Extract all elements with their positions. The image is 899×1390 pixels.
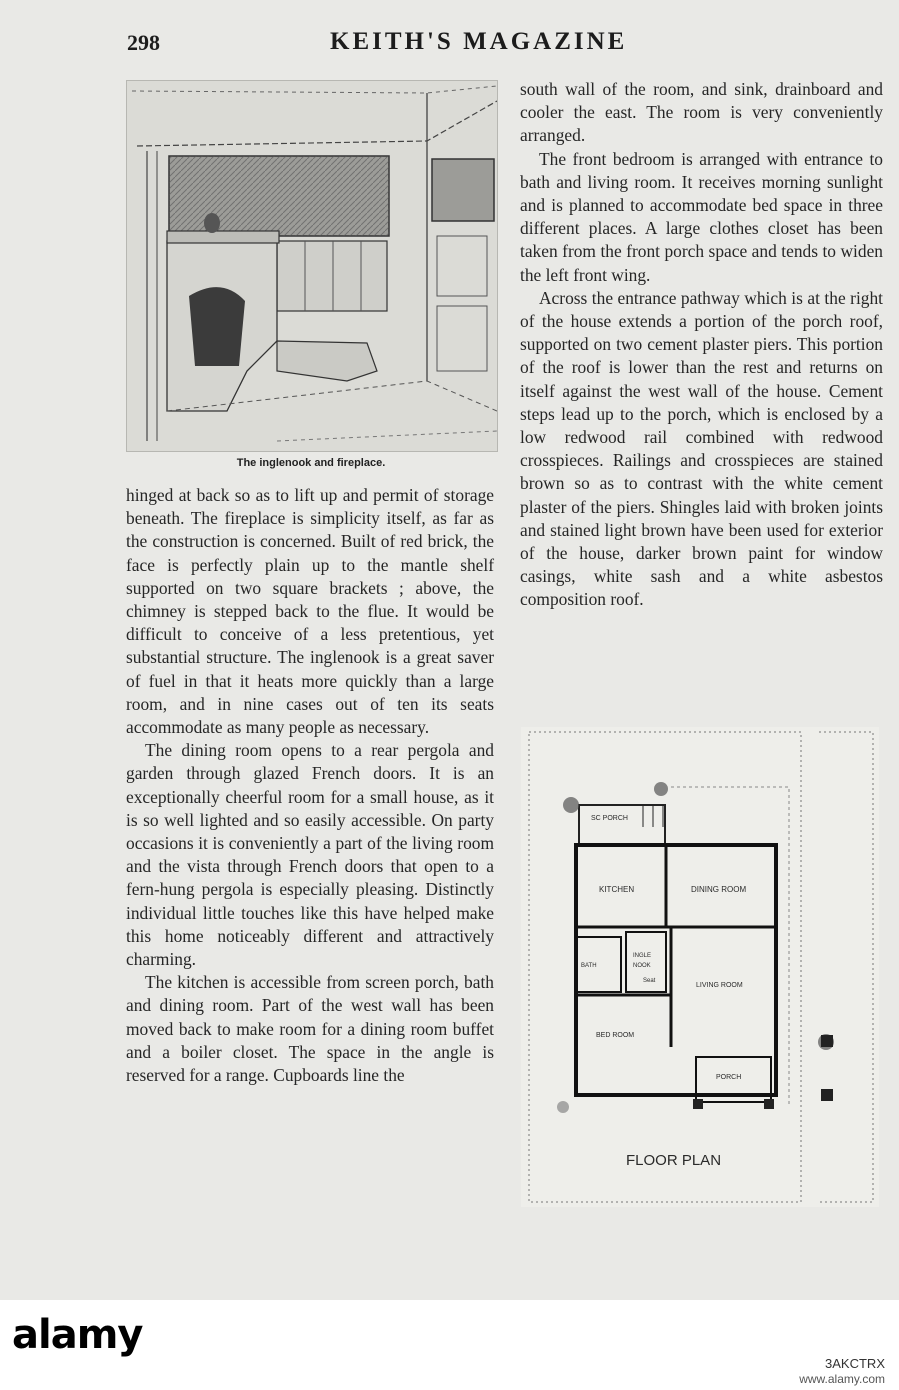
- right-paragraph-3: Across the entrance pathway which is at the right of the house extends a portion of the porch roof, supported on two cement plaster piers. This portion of the roof is lower than the rest and returns on itself against the west wall of the house. Cement steps lead up to the porch, which is enclosed by a low redwood rail combined with redwood crosspieces. Railings and crosspieces are stained brown so as to contrast with the white cement plaster of the piers. Shingles laid with broken joints and stained light brown have been used for exterior of the house, darker brown paint for window casings, white sash and a white asbestos composition roof.: [520, 287, 883, 610]
- left-column: [126, 484, 494, 1087]
- left-paragraph-3: The kitchen is accessible from screen porch, bath and dining room. Part of the west wall has been moved back to make room for a dining room buffet and a boiler closet. The space in the angle is reserved for a range. Cupboards line the: [126, 972, 494, 1086]
- room-label-bed-room: BED ROOM: [596, 1032, 635, 1039]
- watermark-url: www.alamy.com: [799, 1372, 885, 1386]
- inglenook-illustration: [126, 80, 498, 452]
- room-label-ingle: INGLE: [633, 953, 652, 959]
- room-label-living-room: LIVING ROOM: [696, 982, 743, 989]
- room-label-dining-room: DINING ROOM: [691, 885, 747, 894]
- alamy-logo: alamy: [12, 1312, 143, 1358]
- inglenook-sketch: [127, 81, 497, 451]
- page-number: 298: [127, 30, 160, 55]
- floor-plan-drawing: [521, 727, 879, 1207]
- floor-plan: [521, 727, 879, 1207]
- room-label-kitchen: KITCHEN: [599, 885, 635, 894]
- room-label-nook: NOOK: [633, 963, 651, 969]
- left-paragraph-2: The dining room opens to a rear pergola and garden through glazed French doors. It is an exceptionally cheerful room for a small house, as it is so well lighted and so easily accessible. On party occasions it is conveniently a part of the living room and the vista through French doors that open to a fern-hung pergola is especially pleasing. Distinctly individual little touches like this have helped make this home noticeably different and attractively charming.: [126, 740, 494, 970]
- right-column: [520, 78, 883, 612]
- room-label-sc-porch: SC PORCH: [591, 815, 628, 822]
- left-paragraph-1: hinged at back so as to lift up and permit of storage beneath. The fireplace is simplicity itself, as far as the construction is concerned. Built of red brick, the face is perfectly plain up to the mantle shelf supported on two square brackets ; above, the chimney is stepped back to the flue. It would be difficult to conceive of a less pretentious, yet substantial structure. The inglenook is a great saver of fuel in that it heats more quickly than a large room, and in nine cases out of ten its seats accommodate as many people as necessary.: [126, 485, 494, 738]
- right-paragraph-2: The front bedroom is arranged with entrance to bath and living room. It receives morning sunlight and is planned to accommodate bed space in three different places. A large clothes closet has been taken from the front porch space and tends to widen the left front wing.: [520, 148, 883, 285]
- illustration-caption: The inglenook and fireplace.: [236, 457, 386, 469]
- room-label-seat: Seat: [643, 978, 656, 984]
- magazine-title: KEITH'S MAGAZINE: [330, 28, 628, 55]
- room-label-porch: PORCH: [716, 1074, 742, 1081]
- room-label-bath: BATH: [581, 963, 597, 969]
- floor-plan-title: FLOOR PLAN: [626, 1152, 722, 1169]
- right-paragraph-1: south wall of the room, and sink, drainboard and cooler the east. The room is very conveniently arranged.: [520, 79, 883, 146]
- image-id: 3AKCTRX: [825, 1356, 885, 1371]
